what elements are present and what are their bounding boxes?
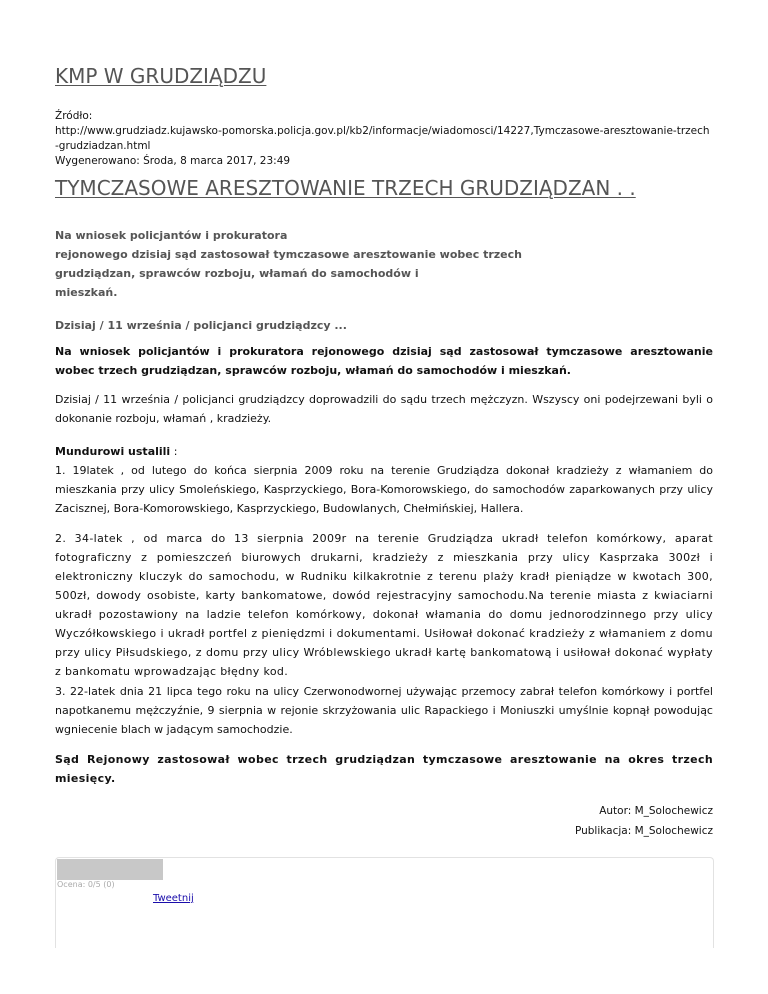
source-label: Źródło: xyxy=(55,110,93,122)
court-decision-paragraph: Sąd Rejonowy zastosował wobec trzech grudziądzan tymczasowe aresztowanie na okres trzech miesięcy. xyxy=(55,753,713,785)
findings-label: Mundurowi ustalili xyxy=(55,445,171,458)
site-title: KMP W GRUDZIĄDZU xyxy=(55,64,267,88)
rating-stars-bar[interactable] xyxy=(57,859,163,880)
source-url-line-2: -grudziadzan.html xyxy=(55,140,151,152)
rating-label: Ocena: 0/5 (0) xyxy=(57,880,115,889)
tweet-link[interactable]: Tweetnij xyxy=(153,893,194,904)
findings-item-1 xyxy=(55,442,713,518)
generated-date: Wygenerowano: Środa, 8 marca 2017, 23:49 xyxy=(55,155,291,167)
lead-line: rejonowego dzisiaj sąd zastosował tymczasowe aresztowanie wobec trzech xyxy=(55,248,522,261)
findings-item-text: 1. 19latek , od lutego do końca sierpnia 2009 roku na terenie Grudziądza dokonał kradzieży z włamaniem do mieszkania przy ulicy Smoleńskiego, Kasprzyckiego, Bora-Komorowskiego, do samochodów zaparkowanych przy ulicy Zacisznej, Bora-Komorowskiego, Kasprzyckiego, Budowlanych, Chełmińskiej, Hallera. xyxy=(55,464,713,515)
article-subhead: Dzisiaj / 11 września / policjanci grudziądzcy ... xyxy=(55,319,347,332)
findings-item-3: 3. 22-latek dnia 21 lipca tego roku na ulicy Czerwonodwornej używając przemocy zabrał telefon komórkowy i portfel napotkanemu mężczyźnie, 9 sierpnia w rejonie skrzyżowania ulic Rapackiego i Moniuszki umyślnie kopnął powodując wgniecenie blach w jadącym samochodzie. xyxy=(55,685,713,736)
source-meta xyxy=(55,109,725,169)
article-title: TYMCZASOWE ARESZTOWANIE TRZECH GRUDZIĄDZAN . . xyxy=(55,176,636,200)
lead-line: grudziądzan, sprawców rozboju, włamań do samochodów i xyxy=(55,267,419,280)
source-url-line-1: http://www.grudziadz.kujawsko-pomorska.policja.gov.pl/kb2/informacje/wiadomosci/14227,Tymczasowe-aresztowanie-trzech xyxy=(55,125,710,137)
intro-paragraph: Dzisiaj / 11 września / policjanci grudziądzcy doprowadzili do sądu trzech mężczyzn. Wszyscy oni podejrzewani byli o dokonanie rozboju, włamań , kradzieży. xyxy=(55,393,713,425)
lead-line: Na wniosek policjantów i prokuratora xyxy=(55,229,288,242)
bold-summary-paragraph: Na wniosek policjantów i prokuratora rejonowego dzisiaj sąd zastosował tymczasowe aresztowanie wobec trzech grudziądzan, sprawców rozboju, włamań do samochodów i mieszkań. xyxy=(55,345,713,377)
rating-box xyxy=(55,857,714,948)
publication: Publikacja: M_Solochewicz xyxy=(574,825,713,837)
findings-colon: : xyxy=(170,445,178,458)
lead-line: mieszkań. xyxy=(55,286,118,299)
article-lead xyxy=(55,226,522,302)
findings-item-2: 2. 34-latek , od marca do 13 sierpnia 2009r na terenie Grudziądza ukradł telefon komórkowy, aparat fotograficzny z pomieszczeń biurowych drukarni, kradzieży z mieszkania przy ulicy Kasprzaka 300zł i elektroniczny kluczyk do samochodu, w Rudniku kilkakrotnie z terenu plaży kradł pieniądze w kwotach 300, 500zł, dowody osobiste, karty bankomatowe, dowód rejestracyjny samochodu.Na terenie miasta z kwiaciarni ukradł pozostawiony na ladzie telefon komórkowy, dokonał włamania do domu jednorodzinnego przy ulicy Wyczółkowskiego i ukradł portfel z pieniędzmi i dokumentami. Usiłował dokonać kradzieży z włamaniem z domu przy ulicy Piłsudskiego, z domu przy ulicy Wróblewskiego ukradł kartę bankomatową i usiłował dokonać wypłaty z bankomatu wprowadzając błędny kod. xyxy=(55,532,713,678)
author: Autor: M_Solochewicz xyxy=(599,805,713,817)
article-credits xyxy=(575,801,713,841)
